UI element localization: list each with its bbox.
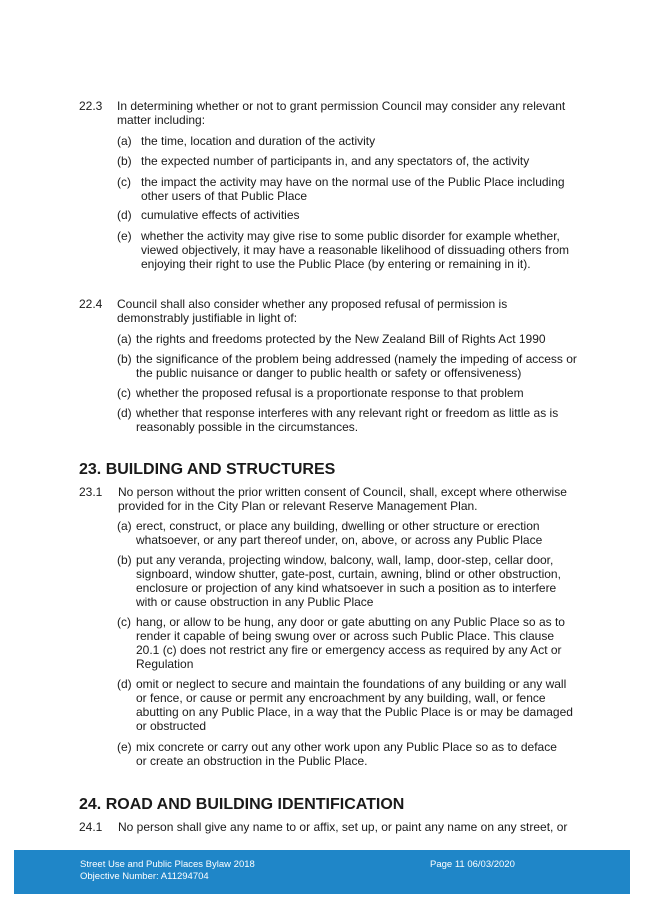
- clause-number: 22.3: [79, 99, 103, 113]
- item-label: (d): [117, 677, 132, 691]
- clause-22-4: [79, 297, 579, 327]
- clause-24-1: [79, 820, 579, 836]
- item-label: (a): [117, 519, 132, 533]
- footer-page-date: Page 11 06/03/2020: [430, 859, 515, 870]
- page-footer: [14, 850, 630, 894]
- item-label: (a): [117, 134, 132, 148]
- clause-number: 22.4: [79, 297, 103, 311]
- item-label: (c): [117, 386, 131, 400]
- item-label: (a): [117, 332, 132, 346]
- item-text: whether that response interferes with any relevant right or freedom as little as is reasonably possible in the circumstances.: [136, 406, 559, 434]
- item-label: (b): [117, 154, 132, 168]
- item-label: (d): [117, 208, 132, 222]
- section-heading: 23. BUILDING AND STRUCTURES: [79, 461, 336, 478]
- clause-22-3: [79, 99, 579, 129]
- item-label: (e): [117, 740, 132, 754]
- clause-number: 23.1: [79, 485, 103, 499]
- clause-text: No person shall give any name to or affix, set up, or paint any name on any street, or: [118, 820, 568, 834]
- item-text: put any veranda, projecting window, balcony, wall, lamp, door-step, cellar door, signboard, window shutter, gate-post, curtain, awning, blind or other obstruction, enclosure or projection of any kind whatsoever in such a position as to interfere with or cause obstruction in any Public Place: [136, 553, 561, 609]
- footer-objective-number: Objective Number: A11294704: [80, 871, 209, 882]
- item-text: the significance of the problem being addressed (namely the impeding of access or the public nuisance or danger to public health or safety or offensiveness): [136, 352, 577, 380]
- item-text: omit or neglect to secure and maintain the foundations of any building or any wall or fence, or cause or permit any encroachment by any building, wall, or fence abutting on any Public Place, in a way that the Public Place is or may be damaged or obstructed: [136, 677, 573, 733]
- clause-text: No person without the prior written consent of Council, shall, except where otherwise provided for in the City Plan or relevant Reserve Management Plan.: [118, 485, 567, 513]
- item-label: (c): [117, 615, 131, 629]
- item-text: cumulative effects of activities: [141, 208, 300, 222]
- clause-text: Council shall also consider whether any proposed refusal of permission is demonstrably justifiable in light of:: [117, 297, 508, 325]
- clause-number: 24.1: [79, 820, 103, 834]
- item-text: hang, or allow to be hung, any door or gate abutting on any Public Place so as to render it capable of being swung over or across such Public Place. This clause 20.1 (c) does not restrict any fire or emergency access as required by any Act or Regulation: [136, 615, 565, 671]
- item-label: (c): [117, 175, 131, 189]
- section-heading: 24. ROAD AND BUILDING IDENTIFICATION: [79, 796, 405, 813]
- clause-text: In determining whether or not to grant permission Council may consider any relevant matter including:: [117, 99, 566, 127]
- item-text: erect, construct, or place any building, dwelling or other structure or erection whatsoever, or any part thereof under, on, above, or across any Public Place: [136, 519, 543, 547]
- item-text: the impact the activity may have on the normal use of the Public Place including other users of that Public Place: [141, 175, 565, 203]
- item-text: mix concrete or carry out any other work upon any Public Place so as to deface or create an obstruction in the Public Place.: [136, 740, 557, 768]
- item-text: whether the proposed refusal is a proportionate response to that problem: [136, 386, 524, 400]
- item-text: the time, location and duration of the activity: [141, 134, 376, 148]
- footer-title: Street Use and Public Places Bylaw 2018: [80, 859, 255, 870]
- clause-23-1: [79, 485, 579, 515]
- item-text: whether the activity may give rise to some public disorder for example whether, viewed objectively, it may have a reasonable likelihood of dissuading others from enjoying their right to use the Public Place (by entering or remaining in it).: [141, 229, 570, 271]
- item-label: (b): [117, 352, 132, 366]
- item-label: (b): [117, 553, 132, 567]
- item-label: (d): [117, 406, 132, 420]
- item-text: the expected number of participants in, and any spectators of, the activity: [141, 154, 530, 168]
- item-label: (e): [117, 229, 132, 243]
- item-text: the rights and freedoms protected by the New Zealand Bill of Rights Act 1990: [136, 332, 546, 346]
